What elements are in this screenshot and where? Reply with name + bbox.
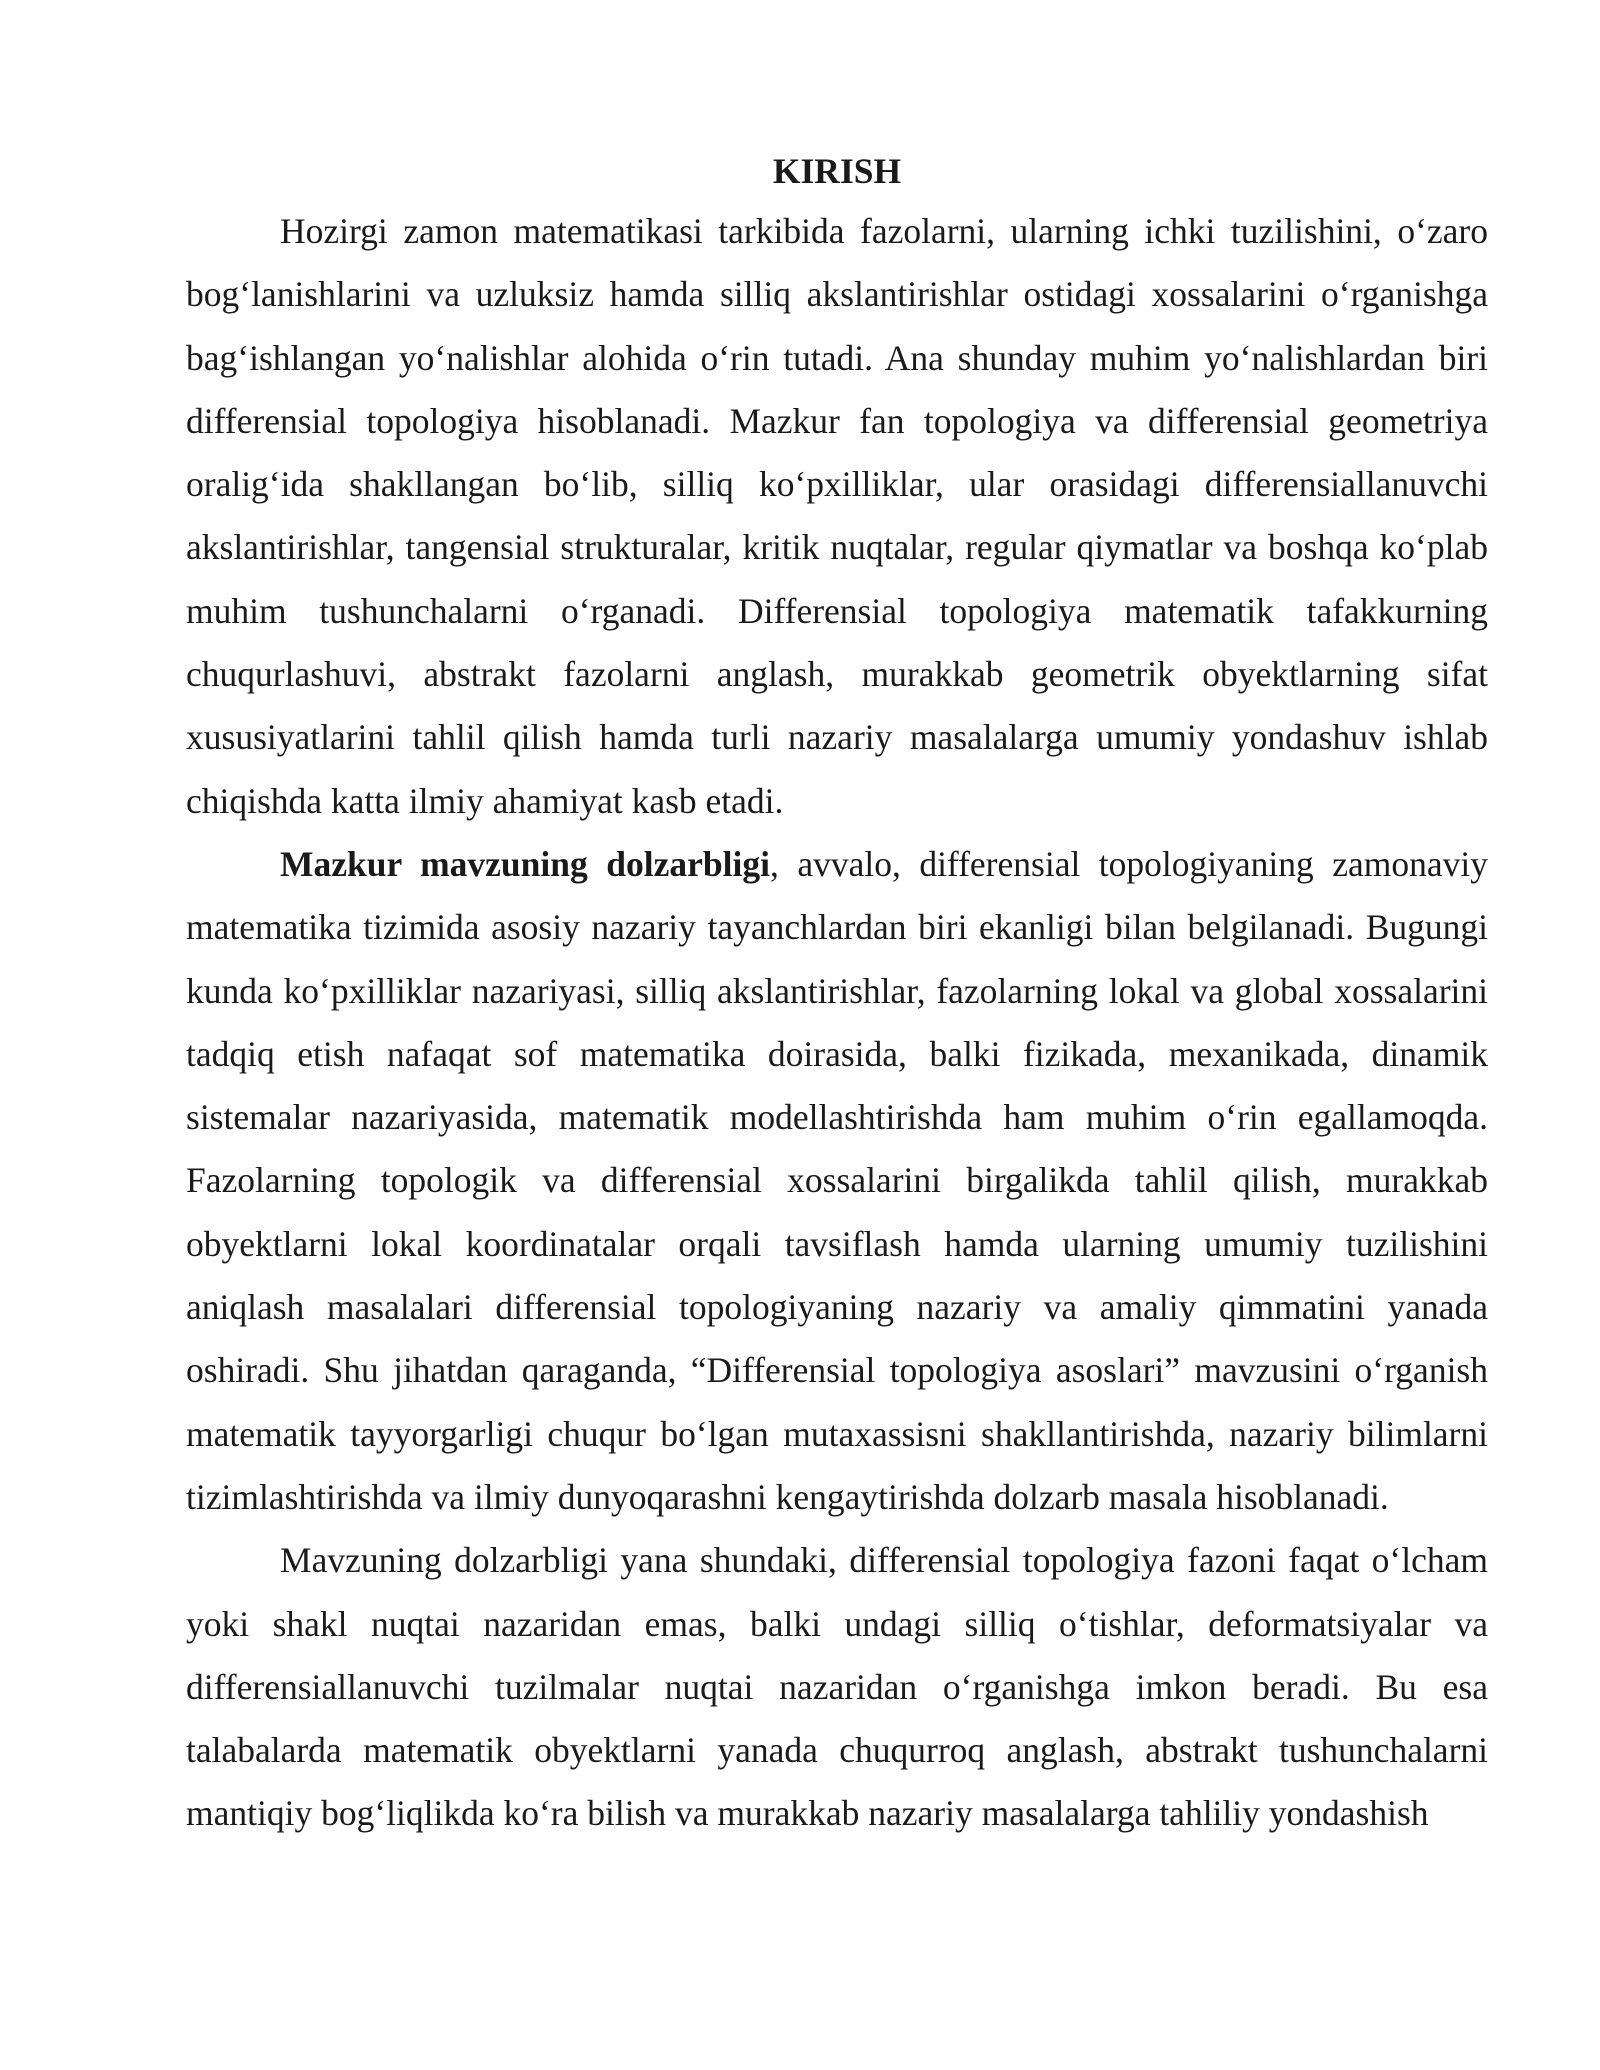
section-title: KIRISH bbox=[772, 151, 902, 191]
intro-paragraph: Hozirgi zamon matematikasi tarkibida fazolarni, ularning ichki tuzilishini, o‘zaro bog‘lanishlarini va uzluksiz hamda silliq akslantirishlar ostidagi xossalarini o‘rganishga bag‘ishlangan yo‘nalishlar alohida o‘rin tutadi. Ana shunday muhim yo‘nalishlardan biri differensial topologiya hisoblanadi. Mazkur fan topologiya va differensial geometriya oralig‘ida shakllangan bo‘lib, silliq ko‘pxilliklar, ular orasidagi differensiallanuvchi akslantirishlar, tangensial strukturalar, kritik nuqtalar, regular qiymatlar va boshqa ko‘plab muhim tushunchalarni o‘rganadi. Differensial topologiya matematik tafakkurning chuqurlashuvi, abstrakt fazolarni anglash, murakkab geometrik obyektlarning sifat xususiyatlarini tahlil qilish hamda turli nazariy masalalarga umumiy yondashuv ishlab chiqishda katta ilmiy ahamiyat kasb etadi. bbox=[186, 211, 1488, 821]
relevance-lead-text: Mazkur mavzuning dolzarbligi bbox=[280, 843, 770, 884]
document-body bbox=[186, 148, 1488, 1846]
relevance-continued-paragraph: Mavzuning dolzarbligi yana shundaki, differensial topologiya fazoni faqat o‘lcham yoki shakl nuqtai nazaridan emas, balki undagi silliq o‘tishlar, deformatsiyalar va differensiallanuvchi tuzilmalar nuqtai nazaridan o‘rganishga imkon beradi. Bu esa talabalarda matematik obyektlarni yanada chuqurroq anglash, abstrakt tushunchalarni mantiqiy bog‘liqlikda ko‘ra bilish va murakkab nazariy masalalarga tahliliy yondashish bbox=[186, 1540, 1488, 1834]
relevance-paragraph bbox=[186, 833, 1488, 1529]
relevance-body-text: , avvalo, differensial topologiyaning zamonaviy matematika tizimida asosiy nazariy tayanchlardan biri ekanligi bilan belgilanadi. Bugungi kunda ko‘pxilliklar nazariyasi, silliq akslantirishlar, fazolarning lokal va global xossalarini tadqiq etish nafaqat sof matematika doirasida, balki fizikada, mexanikada, dinamik sistemalar nazariyasida, matematik modellashtirishda ham muhim o‘rin egallamoqda. Fazolarning topologik va differensial xossalarini birgalikda tahlil qilish, murakkab obyektlarni lokal koordinatalar orqali tavsiflash hamda ularning umumiy tuzilishini aniqlash masalalari differensial topologiyaning nazariy va amaliy qimmatini yanada oshiradi. Shu jihatdan qaraganda, “Differensial topologiya asoslari” mavzusini o‘rganish matematik tayyorgarligi chuqur bo‘lgan mutaxassisni shakllantirishda, nazariy bilimlarni tizimlashtirishda va ilmiy dunyoqarashni kengaytirishda dolzarb masala hisoblanadi. bbox=[186, 843, 1488, 1517]
